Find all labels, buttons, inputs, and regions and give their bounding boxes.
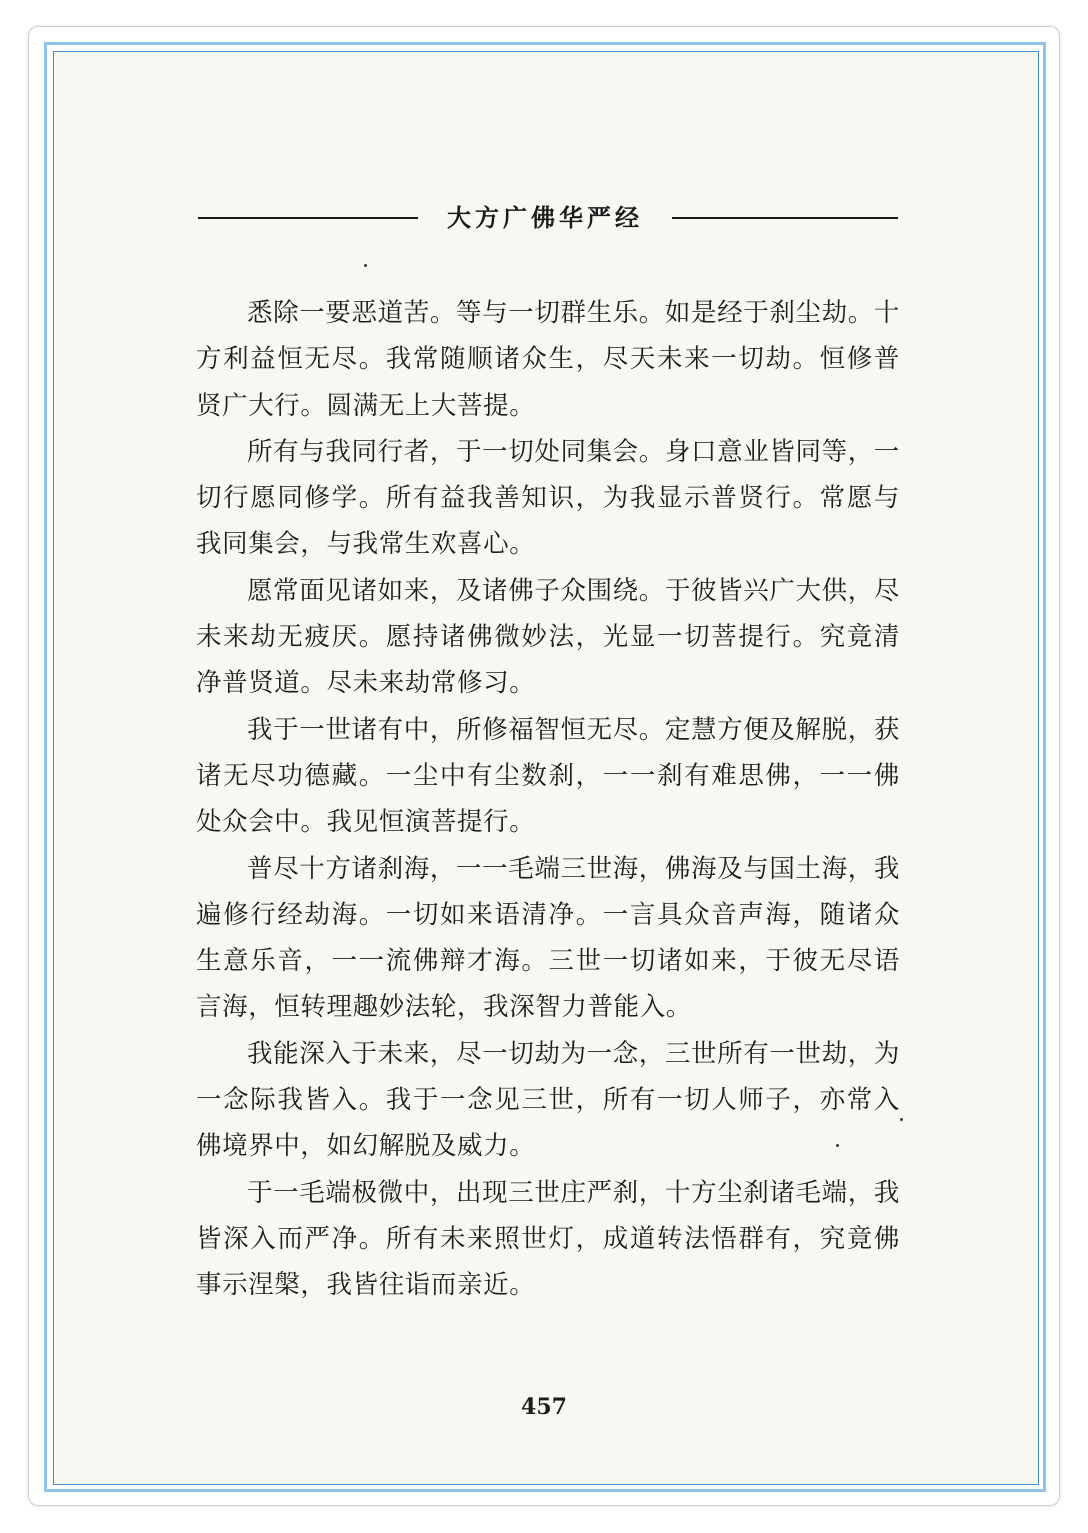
header-title: 大方广佛华严经 [447, 203, 643, 232]
paragraph: 所有与我同行者，于一切处同集会。身口意业皆同等，一切行愿同修学。所有益我善知识，为我显示普贤行。常愿与我同集会，与我常生欢喜心。 [196, 436, 900, 560]
running-header [198, 200, 898, 236]
header-rule-right [672, 217, 898, 219]
paragraph: 普尽十方诸刹海，一一毛端三世海，佛海及与国土海，我遍修行经劫海。一切如来语清净。一言具众音声海，随诸众生意乐音，一一流佛辩才海。三世一切诸如来，于彼无尽语言海，恒转理趣妙法轮，我深智力普能入。 [196, 853, 900, 1023]
paragraph: 愿常面见诸如来，及诸佛子众围绕。于彼皆兴广大供，尽未来劫无疲厌。愿持诸佛微妙法，光显一切菩提行。究竟清净普贤道。尽未来劫常修习。 [196, 575, 900, 699]
paragraph: 我于一世诸有中，所修福智恒无尽。定慧方便及解脱，获诸无尽功德藏。一尘中有尘数刹，一一刹有难思佛，一一佛处众会中。我见恒演菩提行。 [196, 714, 900, 838]
body-text [196, 290, 900, 1309]
paragraph: 于一毛端极微中，出现三世庄严刹，十方尘刹诸毛端，我皆深入而严净。所有未来照世灯，成道转法悟群有，究竟佛事示涅槃，我皆往诣而亲近。 [196, 1177, 900, 1301]
header-rule-left [198, 217, 418, 219]
paragraph: 我能深入于未来，尽一切劫为一念，三世所有一世劫，为一念际我皆入。我于一念见三世，所有一切人师子，亦常入佛境界中，如幻解脱及威力。 [196, 1038, 900, 1162]
page-number: 457 [521, 1394, 567, 1420]
scan-speck [836, 1144, 839, 1147]
scan-speck [364, 264, 367, 267]
paragraph: 悉除一要恶道苦。等与一切群生乐。如是经于刹尘劫。十方利益恒无尽。我常随顺诸众生，尽天未来一切劫。恒修普贤广大行。圆满无上大菩提。 [196, 298, 900, 421]
scan-speck [900, 1118, 903, 1121]
